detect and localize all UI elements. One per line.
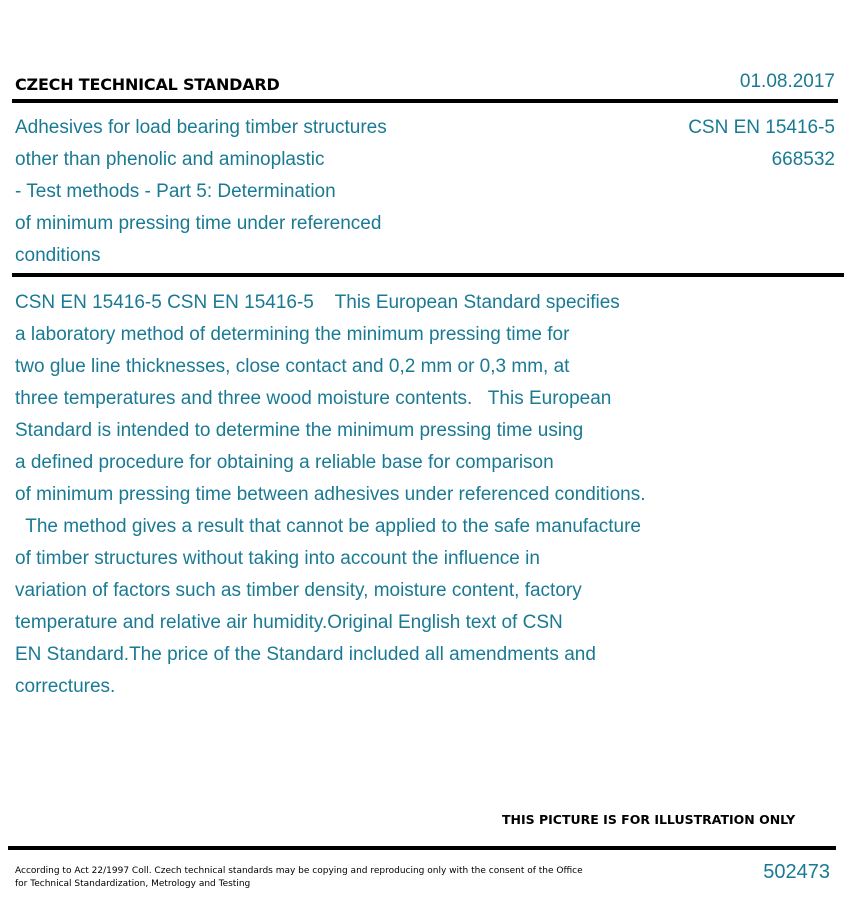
identifiers — [688, 112, 835, 176]
legal-notice — [15, 865, 585, 891]
description-line: of minimum pressing time between adhesives under referenced conditions. — [15, 484, 646, 505]
description-line: three temperatures and three wood moisture contents. This European — [15, 388, 612, 409]
title-line: conditions — [15, 245, 101, 266]
title-line: - Test methods - Part 5: Determination — [15, 181, 336, 202]
title-line: Adhesives for load bearing timber structures — [15, 117, 387, 138]
catalog-number: 668532 — [771, 149, 835, 170]
document-code: 502473 — [763, 861, 830, 883]
description-line: The method gives a result that cannot be applied to the safe manufacture — [15, 516, 641, 537]
description-line: EN Standard.The price of the Standard included all amendments and — [15, 644, 596, 665]
title-line: other than phenolic and aminoplastic — [15, 149, 325, 170]
standard-title — [15, 112, 535, 272]
title-line: of minimum pressing time under referenced — [15, 213, 382, 234]
illustration-note: THIS PICTURE IS FOR ILLUSTRATION ONLY — [502, 812, 796, 827]
description-line: of timber structures without taking into account the influence in — [15, 548, 540, 569]
description-line: variation of factors such as timber density, moisture content, factory — [15, 580, 582, 601]
description-line: two glue line thicknesses, close contact and 0,2 mm or 0,3 mm, at — [15, 356, 570, 377]
legal-line: for Technical Standardization, Metrology and Testing — [15, 879, 251, 889]
description-line: correctures. — [15, 676, 116, 697]
title-divider — [12, 273, 844, 277]
description-line: Standard is intended to determine the minimum pressing time using — [15, 420, 584, 441]
footer-divider — [8, 846, 836, 850]
standard-number: CSN EN 15416-5 — [688, 117, 835, 138]
standard-type-label: CZECH TECHNICAL STANDARD — [15, 75, 280, 94]
description-line: CSN EN 15416-5 CSN EN 15416-5 This European Standard specifies — [15, 292, 620, 313]
header-divider — [12, 99, 838, 103]
legal-line: According to Act 22/1997 Coll. Czech technical standards may be copying and reproducing only with the consent of the Office — [15, 866, 583, 876]
publication-date: 01.08.2017 — [739, 71, 835, 92]
description-line: a laboratory method of determining the minimum pressing time for — [15, 324, 570, 345]
description-text — [15, 287, 755, 703]
description-line: temperature and relative air humidity.Original English text of CSN — [15, 612, 563, 633]
description-line: a defined procedure for obtaining a reliable base for comparison — [15, 452, 554, 473]
